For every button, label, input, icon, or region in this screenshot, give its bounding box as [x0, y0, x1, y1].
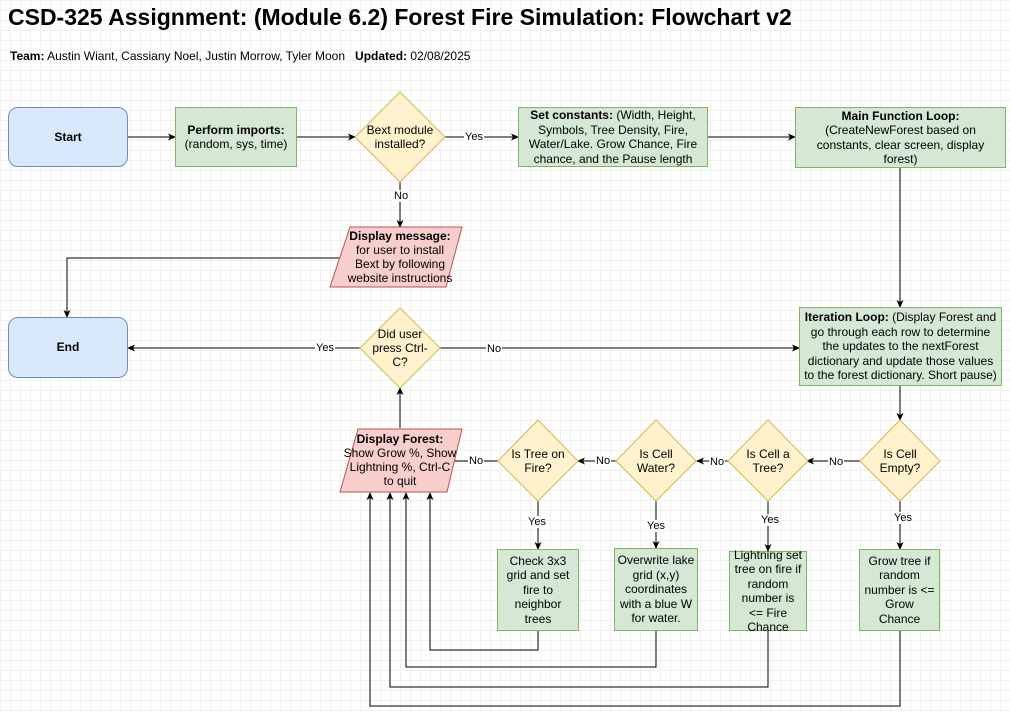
label-water-no: No — [596, 455, 611, 467]
imports-title: Perform imports: — [187, 122, 285, 137]
message-text: for user to install Bext by following website instructions — [347, 243, 453, 285]
display-text: Show Grow %, Show Lightning %, Ctrl-C to quit — [343, 446, 457, 488]
updated-label: Updated: — [355, 49, 408, 63]
label-empty-yes: Yes — [894, 512, 912, 524]
label-empty-no: No — [829, 456, 844, 468]
lightning-node: Lightning set tree on fire if random number is <= Fire Chance — [729, 551, 807, 631]
grow-node: Grow tree if random number is <= Grow Chance — [859, 549, 940, 631]
constants-node — [518, 107, 708, 167]
end-node: End — [8, 317, 128, 378]
check-node: Check 3x3 grid and set fire to neighbor trees — [497, 549, 579, 631]
display-title: Display Forest: — [356, 432, 444, 446]
edge-message-end — [67, 258, 345, 317]
overwrite-node: Overwrite lake grid (x,y) coordinates with a blue W for water. — [614, 548, 698, 631]
fire-question: Is Tree on Fire? — [511, 447, 565, 475]
message-title: Display message: — [349, 229, 451, 243]
message-node — [343, 228, 457, 286]
label-bext-no: No — [394, 190, 409, 202]
label-fire-no: No — [469, 455, 484, 467]
team-members: Austin Wiant, Cassiany Noel, Justin Morrow, Tyler Moon — [47, 49, 346, 63]
start-node: Start — [8, 107, 128, 167]
imports-text: (random, sys, time) — [184, 137, 288, 151]
display-forest-node — [343, 430, 457, 490]
tree-question: Is Cell a Tree? — [746, 447, 790, 475]
iteration-title: Iteration Loop: — [804, 310, 889, 325]
label-fire-yes: Yes — [528, 516, 546, 528]
empty-question: Is Cell Empty? — [879, 447, 921, 475]
label-ctrlc-yes: Yes — [316, 342, 334, 354]
label-tree-no: No — [710, 456, 725, 468]
main-loop-text: (CreateNewForest based on constants, clear screen, display forest) — [816, 123, 985, 166]
label-bext-yes: Yes — [465, 131, 483, 143]
label-ctrlc-no: No — [487, 343, 502, 355]
ctrlc-question: Did user press Ctrl-C? — [372, 327, 428, 369]
main-loop-title: Main Function Loop: — [841, 108, 960, 123]
team-label: Team: — [10, 49, 45, 63]
updated-date: 02/08/2025 — [410, 49, 471, 63]
page-title: CSD-325 Assignment: (Module 6.2) Forest Fire Simulation: Flowchart v2 — [8, 4, 792, 30]
imports-node — [175, 107, 297, 167]
iteration-loop-node — [799, 307, 1002, 386]
water-question: Is Cell Water? — [636, 447, 676, 475]
bext-question: Bext module installed? — [366, 123, 434, 151]
constants-title: Set constants: — [530, 108, 613, 122]
constants-text: (Width, Height, Symbols, Tree Density, Fire, Water/Lake. Grow Chance, Fire chance, and the Pause length — [528, 108, 698, 166]
label-tree-yes: Yes — [761, 514, 779, 526]
edge-lightning-display — [390, 493, 768, 687]
main-loop-node — [795, 107, 1006, 168]
label-water-yes: Yes — [647, 520, 665, 532]
iteration-text: (Display Forest and go through each row to determine the updates to the nextForest dictionary and update those values to the forest dictionary. Short pause) — [804, 310, 997, 383]
